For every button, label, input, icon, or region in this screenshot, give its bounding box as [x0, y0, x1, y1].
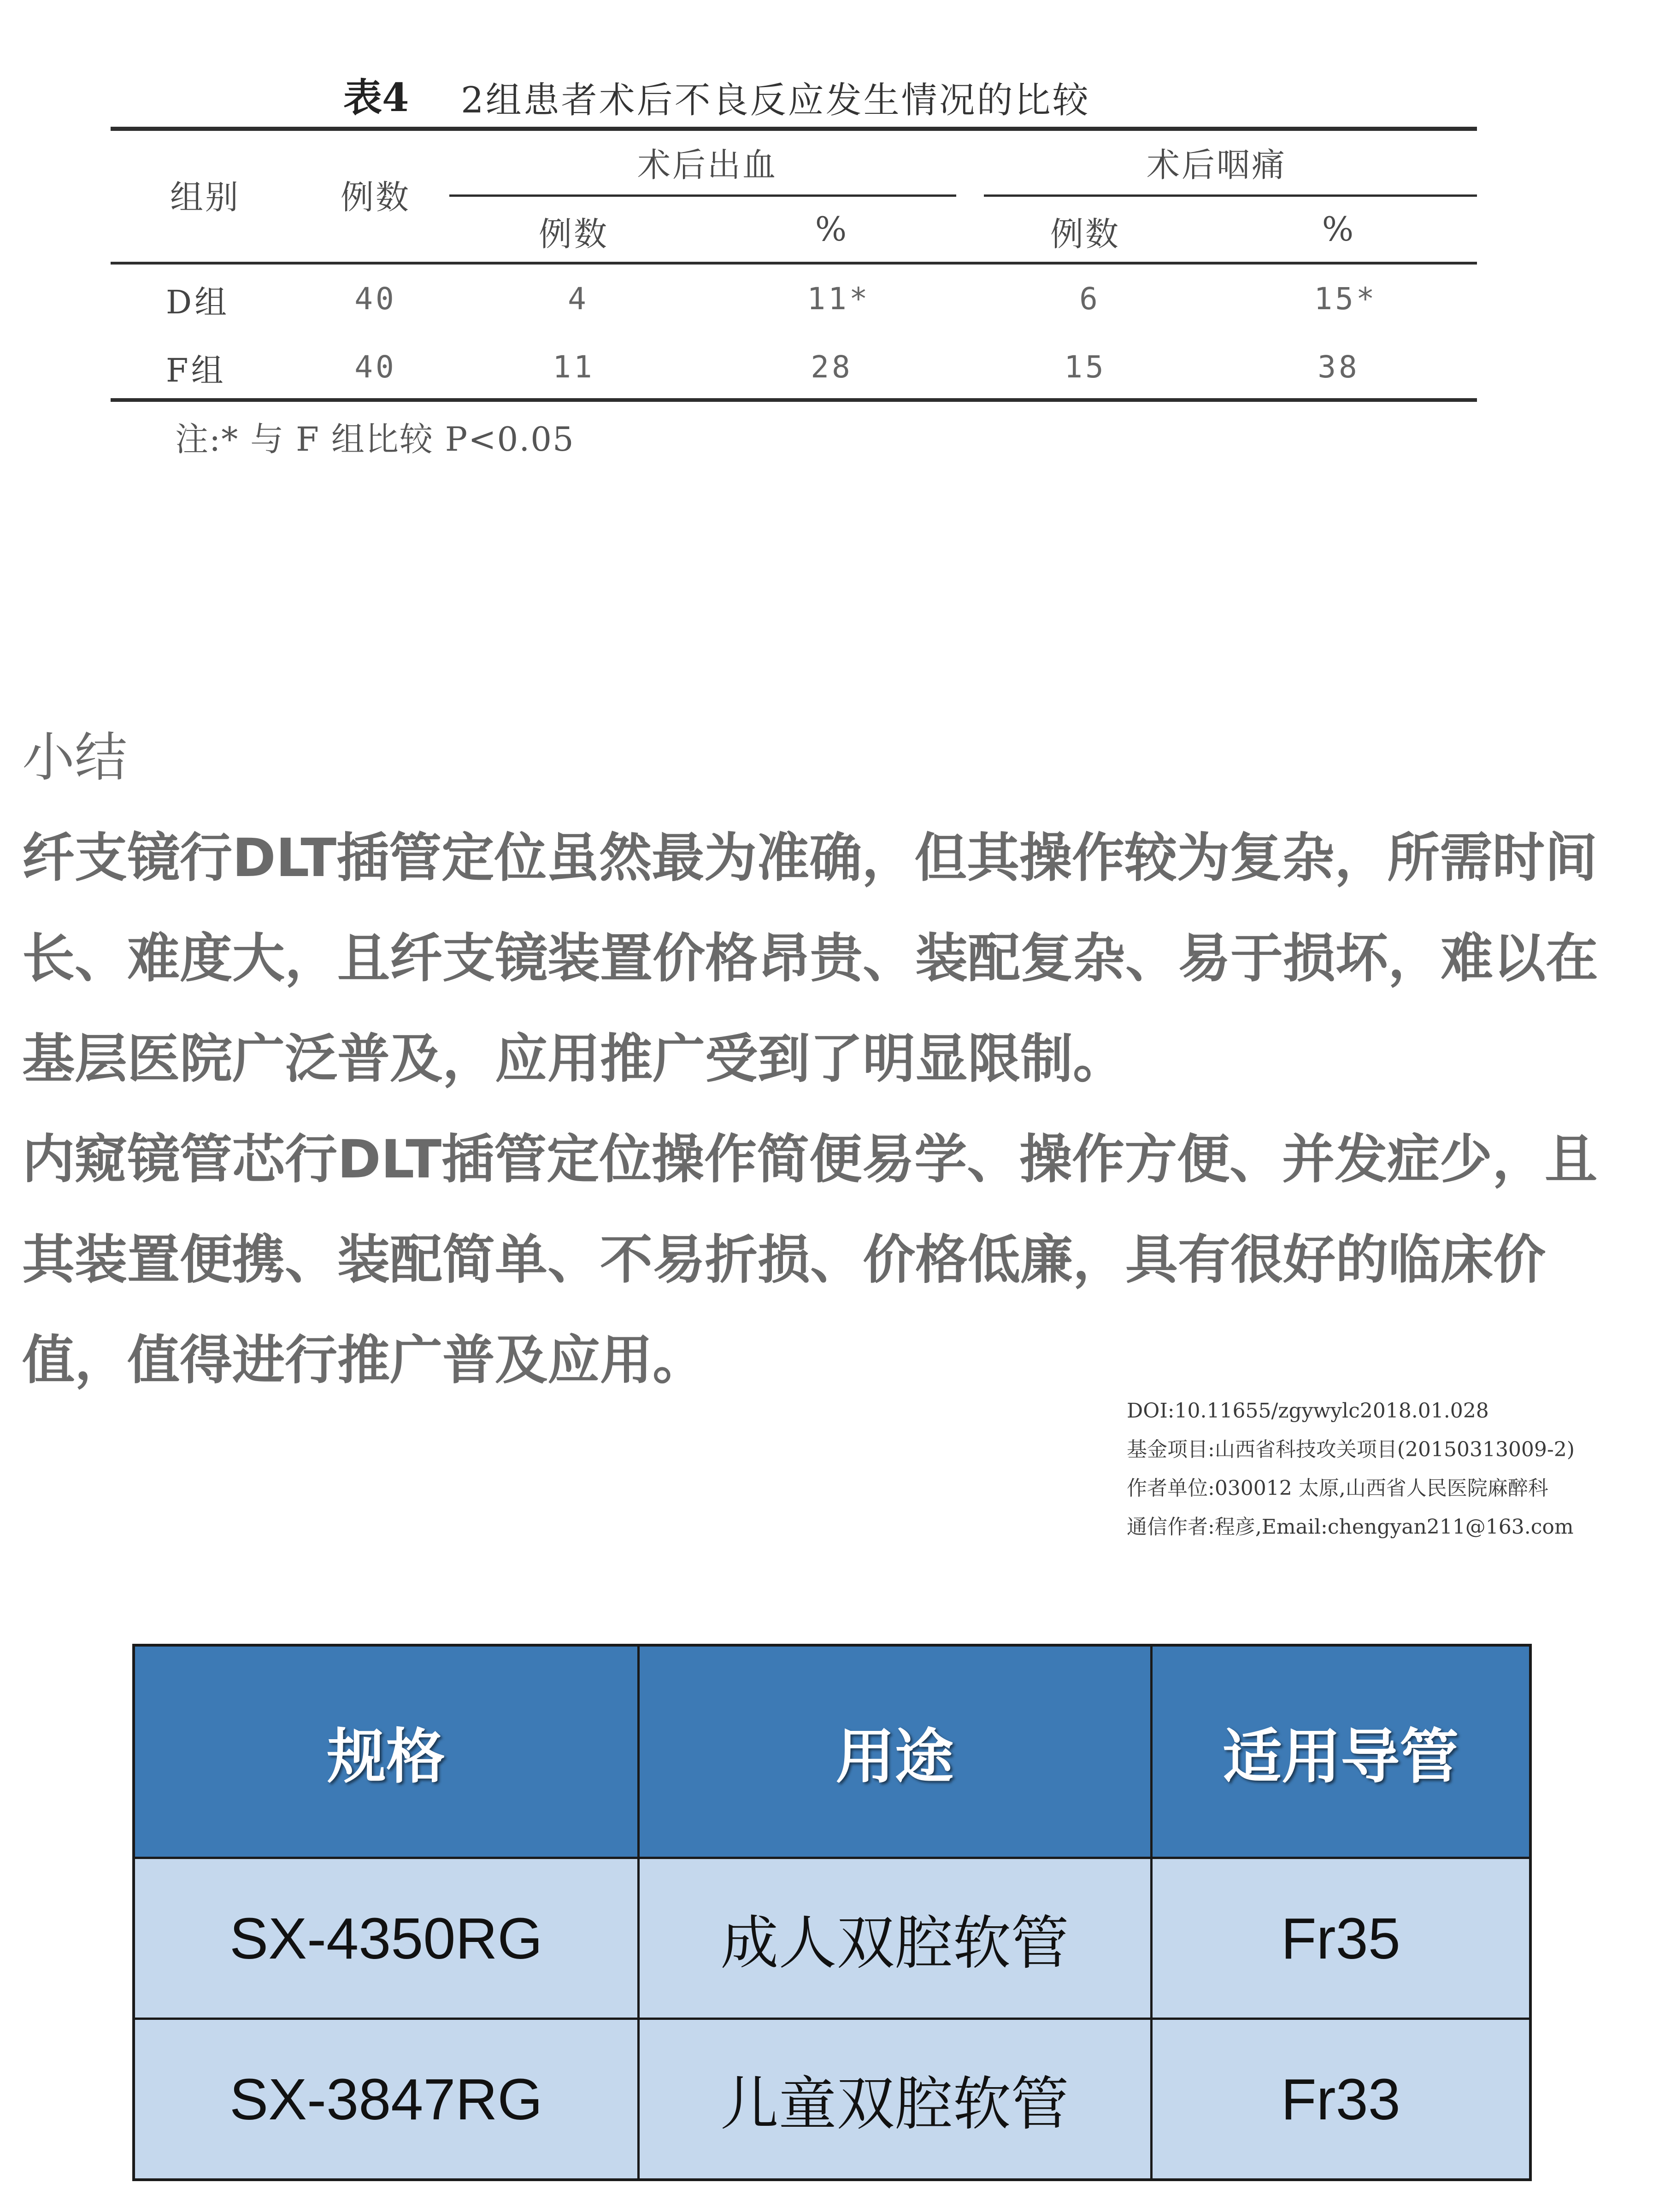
row-f-throat-n: 15	[1064, 349, 1106, 385]
spec-cell-model: SX-4350RG	[134, 1858, 638, 2019]
header-throat-count: 例数	[1050, 215, 1121, 253]
table-caption	[0, 67, 1659, 122]
summary-title: 小结	[22, 727, 128, 788]
citation-doi: DOI:10.11655/zgywylc2018.01.028	[1127, 1399, 1489, 1423]
table-top-rule	[111, 127, 1477, 131]
header-bleeding: 术后出血	[637, 146, 778, 184]
spec-header-catheter: 适用导管	[1151, 1645, 1530, 1858]
citation-affiliation: 作者单位:030012 太原,山西省人民医院麻醉科	[1127, 1477, 1548, 1500]
row-f-bleed-n: 11	[553, 349, 595, 385]
header-group: 组别	[170, 178, 241, 217]
spec-header-usage: 用途	[638, 1645, 1151, 1858]
summary-paragraph-fiberoptic: 纤支镜行DLT插管定位虽然最为准确，但其操作较为复杂，所需时间长、难度大，且纤支镜装置价格昂贵、装配复杂、易于损坏，难以在基层医院广泛普及，应用推广受到了明显限制。	[22, 827, 1599, 1089]
header-count: 例数	[340, 178, 411, 217]
header-sore-throat: 术后咽痛	[1146, 146, 1287, 184]
header-throat-percent: %	[1322, 210, 1356, 248]
spec-cell-usage: 成人双腔软管	[638, 1858, 1151, 2019]
citation-fund: 基金项目:山西省科技攻关项目(20150313009-2)	[1127, 1438, 1575, 1461]
row-d-bleed-pct: 11*	[807, 281, 871, 317]
table-caption-label: 表4	[343, 75, 409, 120]
table-caption-title: 2组患者术后不良反应发生情况的比较	[461, 80, 1090, 121]
spec-cell-model: SX-3847RG	[134, 2019, 638, 2180]
row-d-count: 40	[354, 281, 397, 317]
row-f-bleed-pct: 28	[811, 349, 853, 385]
summary-paragraph-endoscope: 内窥镜管芯行DLT插管定位操作简便易学、操作方便、并发症少，且其装置便携、装配简单、不易折损、价格低廉，具有很好的临床价值，值得进行推广普及应用。	[22, 1129, 1598, 1391]
table-row	[134, 2019, 1530, 2180]
row-f-count: 40	[354, 349, 397, 385]
row-d-throat-n: 6	[1079, 281, 1100, 317]
citation-corresponding-author: 通信作者:程彦,Email:chengyan211@163.com	[1127, 1515, 1574, 1539]
citation-block	[1127, 1392, 1643, 1547]
header-bleeding-count: 例数	[538, 215, 609, 253]
header-bleeding-percent: %	[815, 210, 849, 248]
table-footnote: 注:* 与 F 组比较 P<0.05	[175, 420, 575, 459]
product-spec-table	[132, 1644, 1532, 2181]
row-d-group: D组	[166, 283, 230, 321]
adverse-reaction-table	[0, 0, 1659, 465]
spec-cell-catheter: Fr33	[1151, 2019, 1530, 2180]
row-f-throat-pct: 38	[1318, 349, 1360, 385]
spec-cell-usage: 儿童双腔软管	[638, 2019, 1151, 2180]
row-f-group: F组	[166, 352, 226, 389]
sore-throat-span-rule	[984, 194, 1477, 197]
spec-header-row	[134, 1645, 1530, 1858]
table-header-rule	[111, 262, 1477, 265]
spec-cell-catheter: Fr35	[1151, 1858, 1530, 2019]
table-row	[134, 1858, 1530, 2019]
summary-section	[22, 707, 1644, 1411]
bleeding-span-rule	[449, 194, 956, 197]
row-d-throat-pct: 15*	[1314, 281, 1377, 317]
spec-header-model: 规格	[134, 1645, 638, 1858]
table-bottom-rule	[111, 398, 1477, 402]
row-d-bleed-n: 4	[568, 281, 589, 317]
